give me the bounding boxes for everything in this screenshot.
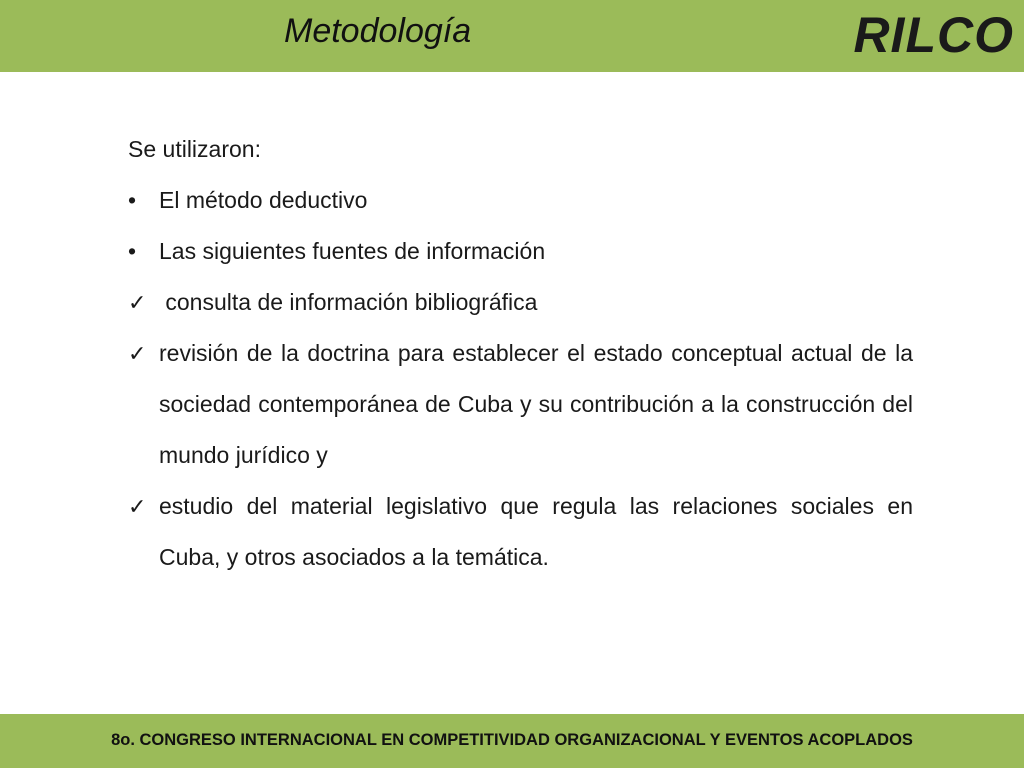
bullet-icon: •: [128, 238, 137, 264]
checkmark-icon: ✓: [128, 290, 147, 315]
header-bar: [0, 0, 1024, 72]
list-item-text: Las siguientes fuentes de información: [159, 238, 546, 264]
list-item: [128, 481, 913, 583]
list-item: [128, 226, 913, 277]
list-item-text: estudio del material legislativo que regula las relaciones sociales en Cuba, y otros asociados a la temática.: [159, 493, 913, 570]
list-item: [128, 277, 913, 328]
list-item-text: El método deductivo: [159, 187, 368, 213]
slide-content: [128, 124, 913, 583]
list-item-text: revisión de la doctrina para establecer el estado conceptual actual de la sociedad contemporánea de Cuba y su contribución a la construcción del mundo jurídico y: [159, 340, 913, 468]
checkmark-icon: ✓: [128, 494, 147, 519]
footer-bar: [0, 714, 1024, 768]
list-item: [128, 175, 913, 226]
list-item-text: consulta de información bibliográfica: [159, 289, 538, 315]
slide-title: Metodología: [284, 12, 472, 50]
brand-logo: RILCO: [853, 7, 1014, 63]
checkmark-icon: ✓: [128, 341, 147, 366]
footer-text: 8o. CONGRESO INTERNACIONAL EN COMPETITIVIDAD ORGANIZACIONAL Y EVENTOS ACOPLADOS: [111, 731, 913, 749]
list-item: [128, 328, 913, 481]
intro-text: Se utilizaron:: [128, 136, 261, 162]
bullet-icon: •: [128, 187, 137, 213]
